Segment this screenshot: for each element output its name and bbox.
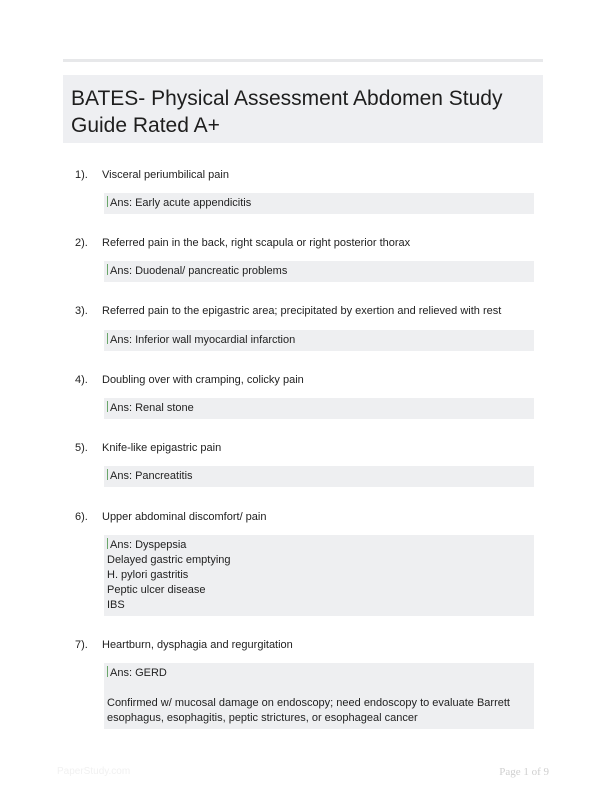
answer-line: Ans: Pancreatitis [110, 470, 193, 482]
answer-marker [107, 333, 108, 344]
question-number: 3). [75, 305, 88, 317]
answer-box [104, 330, 534, 351]
title-banner [63, 75, 543, 143]
question-text: Knife-like epigastric pain [102, 442, 222, 454]
answer-box [104, 261, 534, 282]
answer-line: Ans: Renal stone [110, 402, 194, 414]
answer-box [104, 398, 534, 419]
question-text: Heartburn, dysphagia and regurgitation [102, 639, 293, 651]
top-divider [63, 59, 543, 62]
question-text: Referred pain in the back, right scapula or right posterior thorax [102, 237, 411, 249]
answer-marker [107, 469, 108, 480]
answer-line: Ans: Early acute appendicitis [110, 197, 252, 209]
answer-marker [107, 196, 108, 207]
answer-box [104, 535, 534, 616]
answer-line: Peptic ulcer disease [107, 584, 206, 596]
question-number: 5). [75, 442, 88, 454]
question-number: 1). [75, 169, 88, 181]
answer-box [104, 193, 534, 214]
answer-marker [107, 538, 108, 549]
answer-marker [107, 666, 108, 677]
page-title: BATES- Physical Assessment Abdomen Study Guide Rated A+ [71, 87, 503, 137]
question-text: Visceral periumbilical pain [102, 169, 229, 181]
question-text: Referred pain to the epigastric area; precipitated by exertion and relieved with rest [102, 305, 502, 317]
question-text: Upper abdominal discomfort/ pain [102, 511, 267, 523]
answer-box [104, 466, 534, 487]
answer-marker [107, 401, 108, 412]
answer-marker [107, 264, 108, 275]
answer-line: IBS [107, 599, 125, 611]
answer-line: esophagus, esophagitis, peptic strictures, or esophageal cancer [107, 712, 418, 724]
answer-line: Delayed gastric emptying [107, 554, 231, 566]
answer-box [104, 663, 534, 729]
answer-line: Ans: Dyspepsia [110, 539, 187, 551]
answer-line: H. pylori gastritis [107, 569, 189, 581]
answer-line: Ans: Duodenal/ pancreatic problems [110, 265, 288, 277]
answer-line: Confirmed w/ mucosal damage on endoscopy; need endoscopy to evaluate Barrett [107, 697, 510, 709]
question-text: Doubling over with cramping, colicky pain [102, 374, 304, 386]
page-number: Page 1 of 9 [499, 766, 549, 778]
answer-spacer [107, 681, 528, 696]
question-number: 2). [75, 237, 88, 249]
question-number: 7). [75, 639, 88, 651]
answer-line: Ans: Inferior wall myocardial infarction [110, 334, 296, 346]
question-number: 6). [75, 511, 88, 523]
question-number: 4). [75, 374, 88, 386]
answer-line: Ans: GERD [110, 667, 167, 679]
footer-watermark: PaperStudy.com [57, 766, 131, 777]
